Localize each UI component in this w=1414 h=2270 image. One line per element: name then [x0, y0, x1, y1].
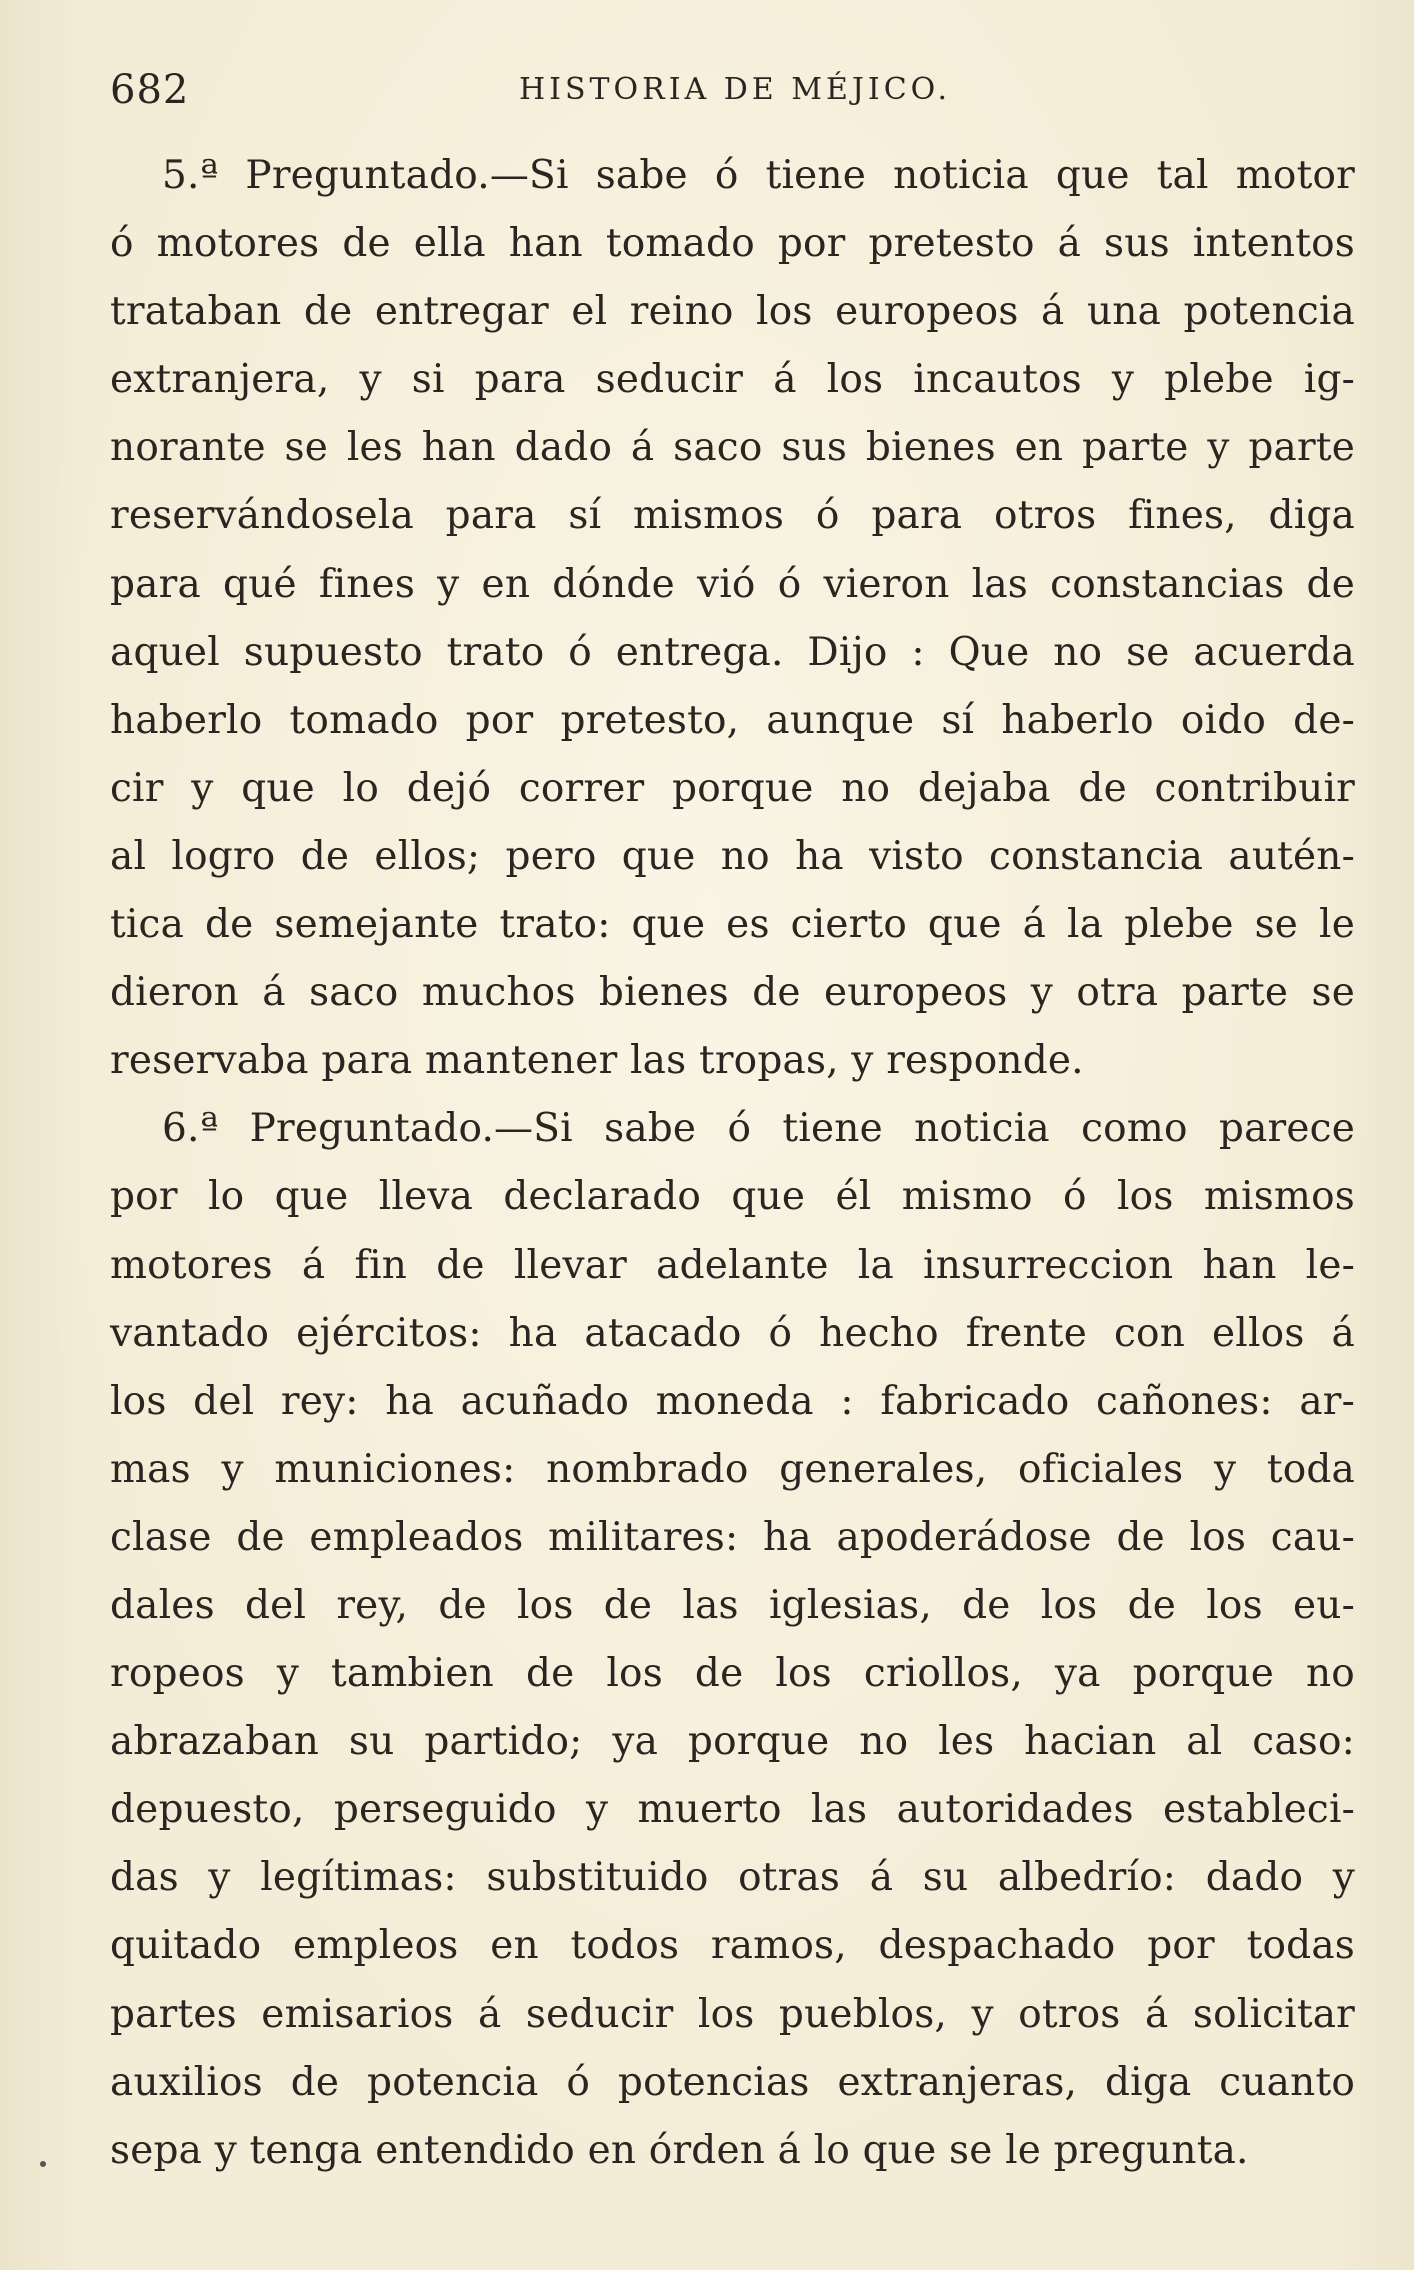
text-line: motores á fin de llevar adelante la insurreccion han le-: [110, 1242, 1355, 1288]
text-line: trataban de entregar el reino los europeos á una potencia: [110, 289, 1355, 335]
text-line: reservaba para mantener las tropas, y responde.: [110, 1038, 1084, 1084]
text-line: haberlo tomado por pretesto, aunque sí haberlo oido de-: [110, 697, 1355, 743]
text-line: abrazaban su partido; ya porque no les hacian al caso:: [110, 1719, 1355, 1765]
text-line: ó motores de ella han tomado por pretesto á sus intentos: [110, 221, 1355, 267]
text-line: 5.ª Preguntado.—Si sabe ó tiene noticia que tal motor: [162, 153, 1355, 198]
text-line: das y legítimas: substituido otras á su albedrío: dado y: [110, 1855, 1355, 1901]
text-line: extranjera, y si para seducir á los incautos y plebe ig-: [110, 357, 1355, 403]
text-line: al logro de ellos; pero que no ha visto constancia autén-: [110, 833, 1355, 879]
text-line: depuesto, perseguido y muerto las autoridades estableci-: [110, 1787, 1355, 1833]
text-line: tica de semejante trato: que es cierto que á la plebe se le: [110, 902, 1355, 948]
text-line: vantado ejércitos: ha atacado ó hecho frente con ellos á: [110, 1310, 1355, 1356]
text-line: dales del rey, de los de las iglesias, de los de los eu-: [110, 1582, 1355, 1628]
text-line: 6.ª Preguntado.—Si sabe ó tiene noticia como parece: [162, 1106, 1355, 1152]
text-line: sepa y tenga entendido en órden á lo que se le pregunta.: [110, 2127, 1249, 2173]
text-line: para qué fines y en dónde vió ó vieron las constancias de: [110, 561, 1355, 607]
running-title: HISTORIA DE MÉJICO.: [518, 72, 952, 107]
page-number: 682: [110, 67, 190, 113]
text-line: ropeos y tambien de los de los criollos, ya porque no: [110, 1651, 1355, 1697]
body-text: [110, 142, 1355, 2185]
text-line: partes emisarios á seducir los pueblos, y otros á solicitar: [110, 1991, 1355, 2037]
page-header: [110, 60, 1360, 120]
ink-speck: [40, 2161, 46, 2167]
text-line: quitado empleos en todos ramos, despachado por todas: [110, 1923, 1355, 1969]
text-line: norante se les han dado á saco sus bienes en parte y parte: [110, 425, 1355, 471]
text-line: clase de empleados militares: ha apoderádose de los cau-: [110, 1514, 1355, 1560]
text-line: los del rey: ha acuñado moneda : fabricado cañones: ar-: [110, 1378, 1355, 1424]
text-line: auxilios de potencia ó potencias extranjeras, diga cuanto: [110, 2059, 1355, 2105]
text-line: aquel supuesto trato ó entrega. Dijo : Que no se acuerda: [110, 629, 1355, 675]
text-line: por lo que lleva declarado que él mismo ó los mismos: [110, 1174, 1355, 1220]
text-line: cir y que lo dejó correr porque no dejaba de contribuir: [110, 765, 1355, 811]
text-line: reservándosela para sí mismos ó para otros fines, diga: [110, 493, 1355, 539]
text-line: dieron á saco muchos bienes de europeos y otra parte se: [110, 970, 1355, 1016]
text-line: mas y municiones: nombrado generales, oficiales y toda: [110, 1446, 1355, 1492]
